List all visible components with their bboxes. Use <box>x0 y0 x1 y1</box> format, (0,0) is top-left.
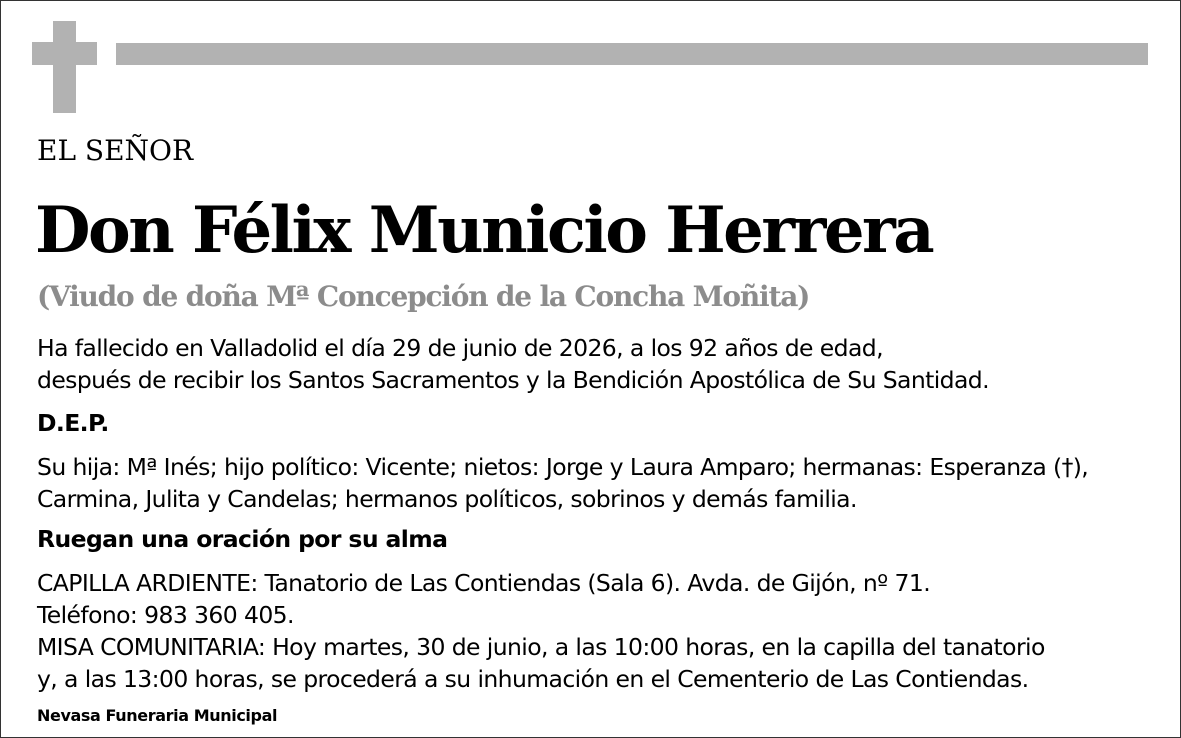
death-notice-paragraph <box>37 332 989 396</box>
death-notice-line: después de recibir los Santos Sacramentos y la Bendición Apostólica de Su Santidad. <box>37 366 989 394</box>
service-info-line: CAPILLA ARDIENTE: Tanatorio de Las Contiendas (Sala 6). Avda. de Gijón, nº 71. <box>37 569 931 597</box>
family-paragraph <box>37 451 1088 515</box>
family-line: Su hija: Mª Inés; hijo político: Vicente; nietos: Jorge y Laura Amparo; hermanas: Esperanza (†), <box>37 453 1089 481</box>
header-divider-bar <box>116 43 1148 65</box>
service-info-line: y, a las 13:00 horas, se procederá a su inhumación en el Cementerio de Las Contiendas. <box>37 665 1029 693</box>
cross-icon <box>32 21 97 113</box>
funeral-home-name: Nevasa Funeraria Municipal <box>37 706 278 725</box>
service-info-paragraph <box>37 567 1045 695</box>
family-line: Carmina, Julita y Candelas; hermanos políticos, sobrinos y demás familia. <box>37 485 857 513</box>
cross-icon-horizontal-bar <box>32 42 97 65</box>
prayer-request: Ruegan una oración por su alma <box>37 525 448 553</box>
rip-label: D.E.P. <box>37 409 109 437</box>
service-info-line: MISA COMUNITARIA: Hoy martes, 30 de junio, a las 10:00 horas, en la capilla del tanatorio <box>37 633 1045 661</box>
death-notice-line: Ha fallecido en Valladolid el día 29 de junio de 2026, a los 92 años de edad, <box>37 334 883 362</box>
title-prefix: EL SEÑOR <box>37 134 194 167</box>
widow-note: (Viudo de doña Mª Concepción de la Concha Moñita) <box>37 280 810 313</box>
cross-icon-vertical-bar <box>53 21 76 113</box>
service-info-line: Teléfono: 983 360 405. <box>37 601 294 629</box>
deceased-name: Don Félix Municio Herrera <box>35 193 933 268</box>
